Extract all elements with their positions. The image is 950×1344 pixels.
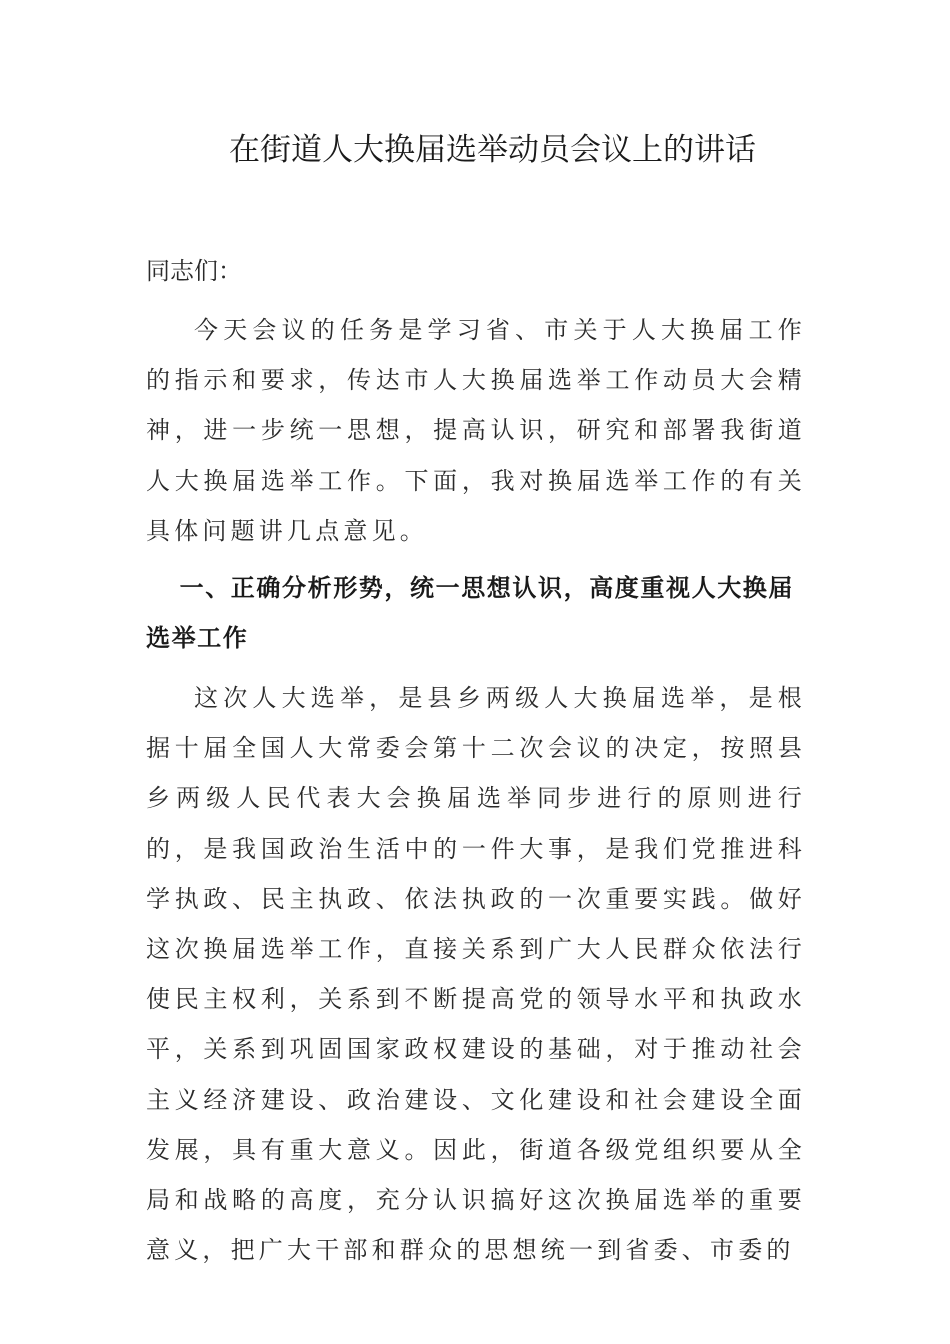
document-title: 在街道人大换届选举动员会议上的讲话 — [229, 132, 756, 168]
paragraph-section-1: 这次人大选举，是县乡两级人大换届选举，是根据十届全国人大常委会第十二次会议的决定，按照县乡两级人民代表大会换届选举同步进行的原则进行的，是我国政治生活中的一件大事，是我们党推进科学执政、民主执政、依法执政的一次重要实践。做好这次换届选举工作，直接关系到广大人民群众依法行使民主权利，关系到不断提高党的领导水平和执政水平，关系到巩固国家政权建设的基础，对于推动社会主义经济建设、政治建设、文化建设和社会建设全面发展，具有重大意义。因此，街道各级党组织要从全局和战略的高度，充分认识搞好这次换届选举的重要意义，把广大干部和群众的思想统一到省委、市委的 — [146, 684, 806, 1265]
salutation: 同志们： — [146, 257, 242, 285]
paragraph-intro: 今天会议的任务是学习省、市关于人大换届工作的指示和要求，传达市人大换届选举工作动员大会精神，进一步统一思想，提高认识，研究和部署我街道人大换届选举工作。下面，我对换届选举工作的有关具体问题讲几点意见。 — [146, 316, 806, 545]
section-heading-1: 一、正确分析形势，统一思想认识，高度重视人大换届选举工作 — [146, 574, 794, 652]
